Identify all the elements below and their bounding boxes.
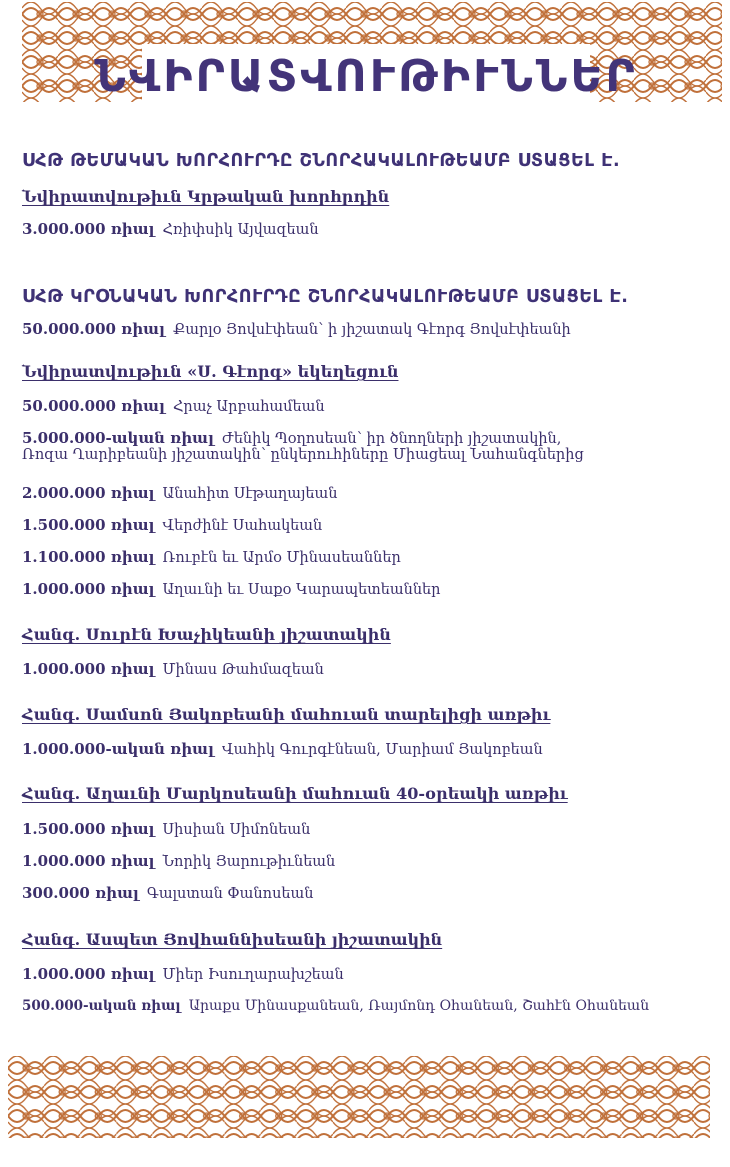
donation-amount: 1.000.000 ռիալ bbox=[22, 660, 155, 678]
donation-amount: 1.500.000 ռիալ bbox=[22, 516, 155, 534]
donor-name: Գալստան Փանոսեան bbox=[146, 886, 314, 902]
donor-name: Անահիտ Սէթաղայեան bbox=[162, 486, 338, 502]
subheading-memorial-aghavni: Հանգ. Աղաւնի Մարկոսեանի մահուան 40-օրեակի առթիւ bbox=[22, 784, 568, 803]
knot-pattern-bottom bbox=[8, 1056, 710, 1138]
donor-name: Քարլօ Յովսէփեան՝ ի յիշատակ Գէորգ Յովսէփեանի bbox=[172, 322, 571, 338]
donation-amount: 2.000.000 ռիալ bbox=[22, 484, 155, 502]
list-item bbox=[22, 320, 571, 338]
subheading-memorial-aspet: Հանգ. Ասպետ Յովհաննիսեանի յիշատակին bbox=[22, 930, 443, 949]
section-heading-educational-council: ՍՀԹ ԹԵՄԱԿԱՆ ԽՈՐՀՈՒՐԴԸ ՇՆՈՐՀԱԿԱԼՈՒԹԵԱՄԲ ՍՏԱՑԵԼ Է. bbox=[22, 151, 621, 171]
donor-name: Աղաւնի եւ Սաքօ Կարապետեաններ bbox=[162, 582, 441, 598]
list-item bbox=[22, 220, 319, 238]
donor-name: Ռուբէն եւ Արմօ Մինասեաններ bbox=[162, 550, 401, 566]
donation-amount: 50.000.000 ռիալ bbox=[22, 397, 165, 415]
donation-amount: 5.000.000-ական ռիալ bbox=[22, 429, 214, 447]
list-item bbox=[22, 852, 335, 870]
subheading-memorial-suren: Հանգ. Սուրէն Խաչիկեանի յիշատակին bbox=[22, 625, 391, 644]
donor-name: Հրաչ Արբահամեան bbox=[172, 399, 325, 415]
donor-name: Ժենիկ Պօղոսեան՝ իր ծնողների յիշատակին, bbox=[221, 431, 562, 447]
list-item bbox=[22, 660, 324, 678]
page-title: ՆՎԻՐԱՏՎՈՒԹԻՒՆՆԵՐ bbox=[94, 50, 638, 102]
donation-amount: 1.100.000 ռիալ bbox=[22, 548, 155, 566]
donor-name: Միեր Իսուղարախշեան bbox=[162, 967, 344, 983]
page-title-plate bbox=[94, 44, 638, 108]
bottom-ornament-border bbox=[8, 1056, 710, 1138]
subheading-memorial-samson: Հանգ. Սամսոն Յակոբեանի մահուան տարելիցի առթիւ bbox=[22, 705, 551, 724]
list-item bbox=[22, 740, 543, 758]
donation-amount: 1.000.000 ռիալ bbox=[22, 580, 155, 598]
donor-name: Արաքս Մինասքանեան, Ռայմոնդ Օհանեան, Շահէն Օհանեան bbox=[188, 998, 650, 1014]
donor-name: Հռիփսիկ Այվազեան bbox=[162, 222, 319, 238]
donor-name: Վաhիկ Գուրգէնեան, Մարիամ Յակոբեան bbox=[221, 742, 543, 758]
list-item bbox=[22, 820, 310, 838]
donation-amount: 1.000.000 ռիալ bbox=[22, 965, 155, 983]
subheading-church-donation: Նվիրատվութիւն «Ս. Գէորգ» եկեղեցուն bbox=[22, 362, 399, 381]
list-item bbox=[22, 580, 441, 598]
list-item bbox=[22, 998, 649, 1014]
donor-name: Մինաս Թահմազեան bbox=[162, 662, 324, 678]
section-heading-religious-council: ՍՀԹ ԿՐՕՆԱԿԱՆ ԽՈՐՀՈՒՐԴԸ ՇՆՈՐՀԱԿԱԼՈՒԹԵԱՄԲ ՍՏԱՑԵԼ Է. bbox=[22, 287, 629, 307]
donor-name-continued: Ռոզա Ղարիբեանի յիշատակին՝ ընկերուհիները Միացեալ Նահանգներից bbox=[22, 447, 584, 463]
donation-amount: 1.500.000 ռիալ bbox=[22, 820, 155, 838]
donor-name: Վերժինէ Սահակեան bbox=[162, 518, 323, 534]
list-item bbox=[22, 884, 313, 902]
donation-amount: 300.000 ռիալ bbox=[22, 884, 139, 902]
donor-name: Սիսիան Սիմոնեան bbox=[162, 822, 311, 838]
donation-amount: 1.000.000 ռիալ bbox=[22, 852, 155, 870]
donation-amount: 3.000.000 ռիալ bbox=[22, 220, 155, 238]
list-item bbox=[22, 397, 325, 415]
donation-amount: 50.000.000 ռիալ bbox=[22, 320, 165, 338]
donation-amount: 1.000.000-ական ռիալ bbox=[22, 740, 214, 758]
subheading-education-donation: Նվիրատվութիւն Կրթական խորհրդին bbox=[22, 187, 390, 206]
list-item bbox=[22, 516, 322, 534]
list-item bbox=[22, 548, 401, 566]
list-item bbox=[22, 484, 338, 502]
donor-name: Նորիկ Յարութիւնեան bbox=[162, 854, 336, 870]
donation-amount: 500.000-ական ռիալ bbox=[22, 998, 181, 1014]
list-item bbox=[22, 965, 344, 983]
list-item bbox=[22, 429, 584, 463]
